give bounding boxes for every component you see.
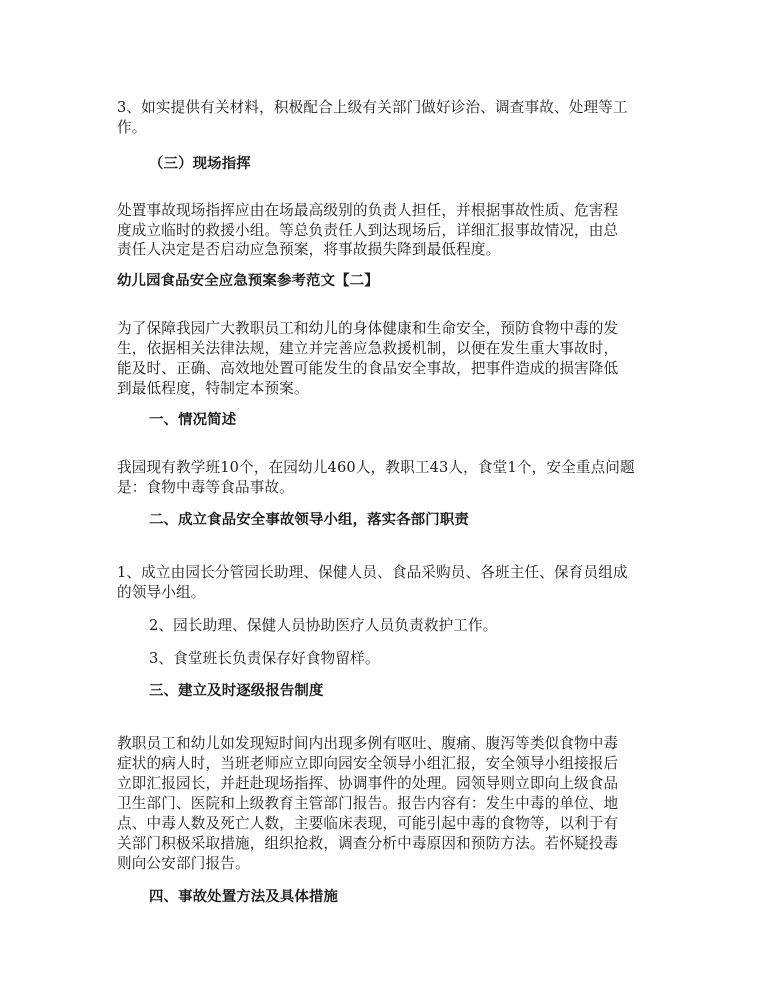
section-heading: 二、成立食品安全事故领导小组，落实各部门职责 [149, 512, 469, 528]
paragraph-line: 3、如实提供有关材料，积极配合上级有关部门做好诊治、调查事故、处理等工 [117, 99, 628, 116]
paragraph-line: 立即汇报园长，并赶赴现场指挥、协调事件的处理。园领导则立即向上级食品 [117, 775, 619, 792]
section-heading: 三、建立及时逐级报告制度 [149, 683, 324, 699]
paragraph-line: 3、食堂班长负责保存好食物留样。 [149, 650, 380, 667]
paragraph-line: 点、中毒人数及死亡人数，主要临床表现，可能引起中毒的食物等，以利于有 [117, 815, 619, 832]
section-heading: 幼儿园食品安全应急预案参考范文【二】 [117, 273, 379, 289]
paragraph-line: 作。 [117, 119, 147, 136]
paragraph-line: 处置事故现场指挥应由在场最高级别的负责人担任，并根据事故性质、危害程 [117, 202, 619, 219]
paragraph-line: 我园现有教学班10个，在园幼儿460人，教职工43人，食堂1个，安全重点问题 [117, 459, 635, 476]
paragraph-line: 关部门积极采取措施，组织抢救，调查分析中毒原因和预防方法。若怀疑投毒 [117, 835, 619, 852]
paragraph-line: 教职员工和幼儿如发现短时间内出现多例有呕吐、腹痛、腹泻等类似食物中毒 [117, 735, 619, 752]
paragraph-line: 1、成立由园长分管园长助理、保健人员、食品采购员、各班主任、保育员组成 [117, 564, 628, 581]
section-heading: 四、事故处置方法及具体措施 [149, 889, 339, 905]
paragraph-line: 为了保障我园广大教职员工和幼儿的身体健康和生命安全，预防食物中毒的发 [117, 320, 619, 337]
paragraph-line: 责任人决定是否启动应急预案，将事故损失降到最低程度。 [117, 241, 501, 258]
paragraph-line: 的领导小组。 [117, 584, 206, 601]
paragraph-line: 则向公安部门报告。 [117, 855, 250, 872]
section-heading: （三）现场指挥 [149, 156, 251, 172]
paragraph-line: 能及时、正确、高效地处置可能发生的食品安全事故，把事件造成的损害降低 [117, 360, 619, 377]
paragraph-line: 2、园长助理、保健人员协助医疗人员负责救护工作。 [149, 617, 498, 634]
paragraph-line: 症状的病人时，当班老师应立即向园安全领导小组汇报，安全领导小组接报后 [117, 755, 619, 772]
paragraph-line: 生，依据相关法律法规，建立并完善应急救援机制，以便在发生重大事故时， [117, 340, 619, 357]
paragraph-line: 到最低程度，特制定本预案。 [117, 380, 309, 397]
paragraph-line: 卫生部门、医院和上级教育主管部门报告。报告内容有：发生中毒的单位、地 [117, 795, 619, 812]
paragraph-line: 是：食物中毒等食品事故。 [117, 479, 294, 496]
paragraph-line: 度成立临时的救援小组。等总负责任人到达现场后，详细汇报事故情况，由总 [117, 222, 619, 239]
section-heading: 一、情况简述 [149, 412, 237, 428]
